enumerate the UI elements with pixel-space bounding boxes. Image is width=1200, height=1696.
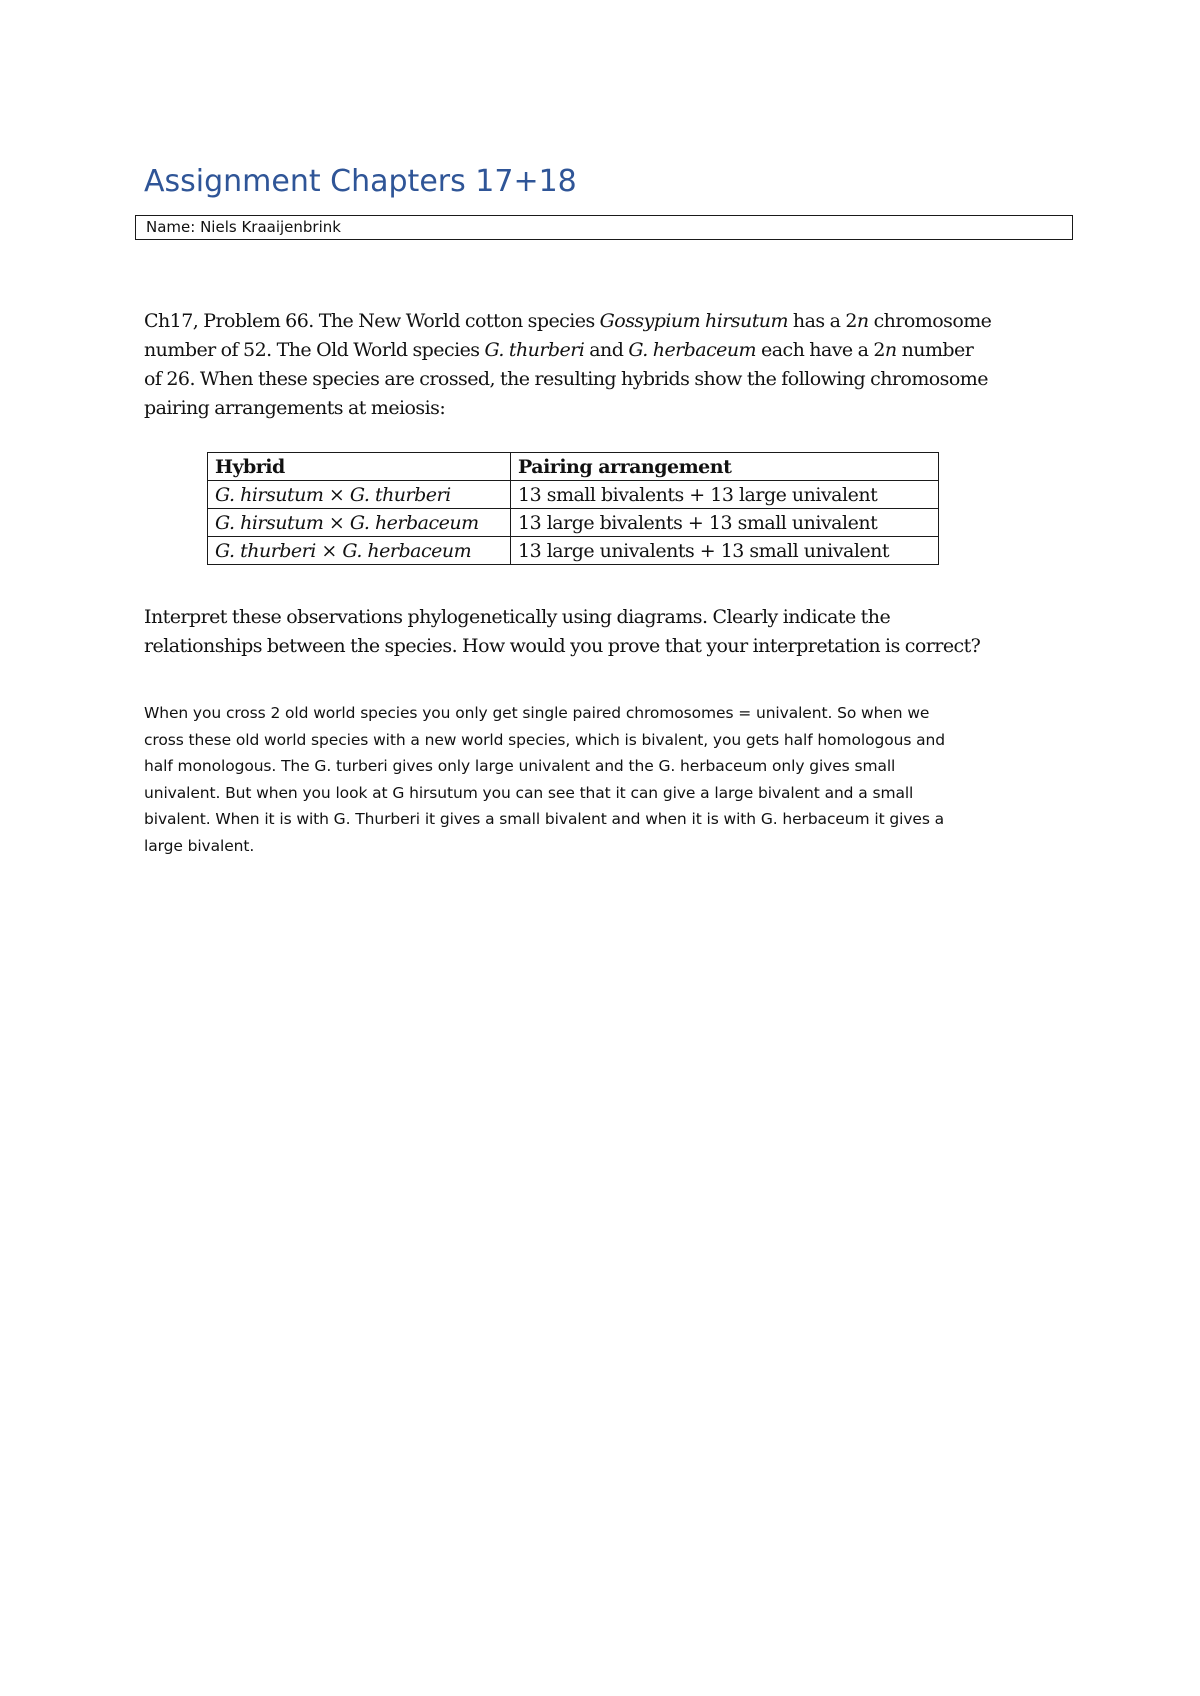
interpret-instructions <box>144 603 1079 661</box>
hybrid-cell <box>208 509 511 537</box>
table-header-row <box>208 453 939 481</box>
problem-statement <box>144 307 1079 423</box>
species-name: G. hirsutum <box>215 511 324 534</box>
interpret-line: Interpret these observations phylogenetically using diagrams. Clearly indicate the <box>144 606 891 628</box>
answer-line: cross these old world species with a new world species, which is bivalent, you gets half homologous and <box>144 730 945 749</box>
answer-line: large bivalent. <box>144 836 255 855</box>
answer-line: univalent. But when you look at G hirsutum you can see that it can give a large bivalent and a small <box>144 783 914 802</box>
species-name: Gossypium hirsutum <box>599 310 788 332</box>
pairing-cell: 13 large univalents + 13 small univalent <box>511 537 939 565</box>
document-title: Assignment Chapters 17+18 <box>144 164 577 199</box>
answer-line: half monologous. The G. turberi gives only large univalent and the G. herbaceum only gives small <box>144 757 896 775</box>
problem-line: of 26. When these species are crossed, the resulting hybrids show the following chromosome <box>144 368 988 390</box>
text-run: each have a 2 <box>756 339 885 361</box>
species-name: G. herbaceum <box>349 511 479 534</box>
text-run: chromosome <box>868 310 992 332</box>
pairing-cell: 13 small bivalents + 13 large univalent <box>511 481 939 509</box>
cross-symbol: × <box>323 511 350 534</box>
problem-line <box>144 307 1079 336</box>
problem-line: pairing arrangements at meiosis: <box>144 397 446 419</box>
text-run: has a 2 <box>787 310 857 332</box>
species-name: G. thurberi <box>484 339 585 361</box>
interpret-line: relationships between the species. How would you prove that your interpretation is correct? <box>144 635 981 657</box>
name-field: Name: Niels Kraaijenbrink <box>135 215 1073 240</box>
student-answer <box>144 700 1084 859</box>
problem-line <box>144 336 1079 365</box>
text-run: number <box>896 339 974 361</box>
table-row <box>208 509 939 537</box>
cross-symbol: × <box>323 483 350 506</box>
table-row <box>208 537 939 565</box>
species-name: G. thurberi <box>215 539 316 562</box>
text-run: and <box>584 339 629 361</box>
answer-line: bivalent. When it is with G. Thurberi it gives a small bivalent and when it is with G. herbaceum it gives a <box>144 810 945 828</box>
species-name: G. thurberi <box>349 483 451 506</box>
text-run: Ch17, Problem 66. The New World cotton species <box>144 310 600 332</box>
hybrid-cell <box>208 481 511 509</box>
table-row <box>208 481 939 509</box>
column-header-hybrid: Hybrid <box>208 453 511 481</box>
column-header-pairing: Pairing arrangement <box>511 453 939 481</box>
variable-n: n <box>856 310 869 332</box>
text-run: number of 52. The Old World species <box>144 339 485 361</box>
pairing-table <box>207 452 939 565</box>
variable-n: n <box>884 339 897 361</box>
species-name: G. herbaceum <box>342 539 472 562</box>
pairing-cell: 13 large bivalents + 13 small univalent <box>511 509 939 537</box>
hybrid-cell <box>208 537 511 565</box>
species-name: G. hirsutum <box>215 483 324 506</box>
cross-symbol: × <box>315 539 343 562</box>
answer-line: When you cross 2 old world species you only get single paired chromosomes = univalent. So when we <box>144 704 930 722</box>
species-name: G. herbaceum <box>628 339 757 361</box>
